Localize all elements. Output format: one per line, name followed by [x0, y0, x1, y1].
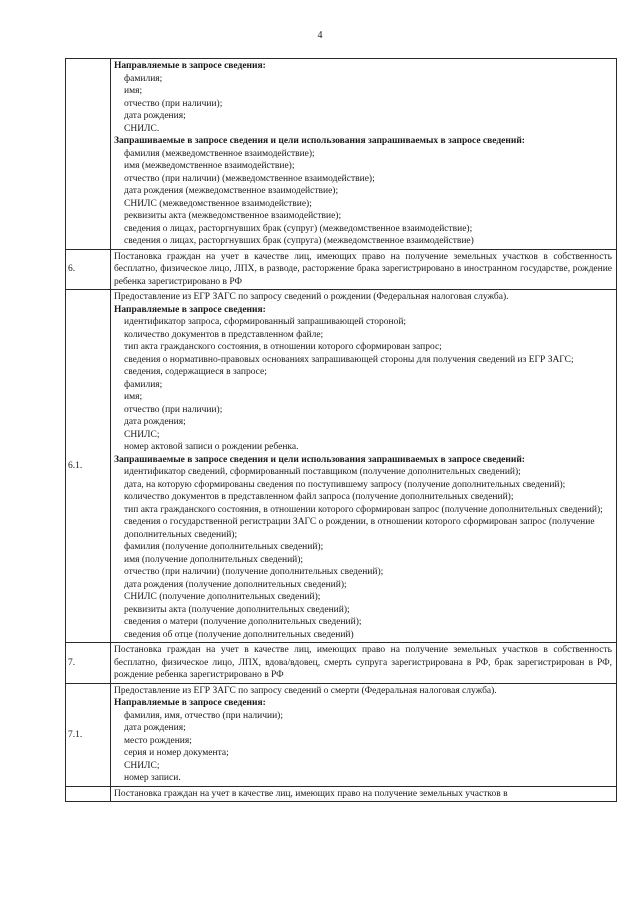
section-heading: Запрашиваемые в запросе сведения и цели использования запрашиваемых в запросе сведений:: [114, 454, 525, 465]
content-line: номер записи.: [124, 773, 181, 783]
content-line: идентификатор сведений, сформированный поставщиком (получение дополнительных сведений);: [124, 467, 521, 477]
content-line: количество документов в представленном файле;: [124, 329, 324, 340]
row-number: [66, 786, 111, 802]
content-line: Постановка граждан на учет в качестве лиц, имеющих право на получение земельных участков в: [114, 788, 508, 799]
table-row: [66, 683, 617, 786]
page-number: 4: [317, 30, 323, 41]
content-line: фамилия, имя, отчество (при наличии);: [124, 710, 283, 721]
content-line: дата рождения;: [124, 111, 186, 121]
content-line: место рождения;: [124, 735, 192, 746]
content-line: тип акта гражданского состояния, в отношении которого сформирован запрос (получение дополнительных сведений);: [124, 504, 603, 515]
section-heading: Направляемые в запросе сведения:: [114, 304, 266, 315]
content-line: фамилия (получение дополнительных сведений);: [124, 542, 324, 552]
content-line: Предоставление из ЕГР ЗАГС по запросу сведений о смерти (Федеральная налоговая служба).: [114, 685, 497, 696]
content-line: фамилия (межведомственное взаимодействие);: [124, 148, 315, 159]
section-heading: Запрашиваемые в запросе сведения и цели использования запрашиваемых в запросе сведений:: [114, 136, 525, 146]
row-number: 7.1.: [66, 683, 111, 786]
content-line: реквизиты акта (получение дополнительных сведений);: [124, 604, 350, 615]
content-line: Постановка граждан на учет в качестве лиц, имеющих право на получение земельных участков в собственность бесплатно, физическое лицо, ЛПХ, в разводе, расторжение брака зарегистрировано в иностранном государстве, рождение ребенка зарегистрировано в РФ: [114, 251, 612, 287]
row-content: [111, 683, 617, 786]
row-number: [66, 59, 111, 250]
table-row: [66, 59, 617, 250]
content-line: дата рождения (межведомственное взаимодействие);: [124, 186, 339, 196]
content-line: фамилия;: [124, 73, 163, 84]
row-number: 6.: [66, 249, 111, 290]
content-line: имя (межведомственное взаимодействие);: [124, 161, 295, 171]
content-line: отчество (при наличии);: [124, 98, 223, 109]
content-line: серия и номер документа;: [124, 748, 229, 758]
content-line: СНИЛС (межведомственное взаимодействие);: [124, 198, 312, 209]
content-line: сведения о государственной регистрации ЗАГС о рождении, в отношении которого сформирован запрос (получение дополнительных сведений);: [124, 517, 595, 540]
content-line: сведения, содержащиеся в запросе;: [124, 367, 267, 377]
row-number: 6.1.: [66, 290, 111, 643]
row-content: [111, 290, 617, 643]
content-line: сведения о лицах, расторгнувших брак (супруга) (межведомственное взаимодействие): [124, 236, 474, 246]
content-line: Постановка граждан на учет в качестве лиц, имеющих право на получение земельных участков в собственность бесплатно, физическое лицо, ЛПХ, вдова/вдовец, смерть супруга зарегистрирована в РФ, брак зарегистрирован в РФ, рождение ребенка зарегистрировано в РФ: [114, 645, 612, 680]
content-line: отчество (при наличии) (межведомственное взаимодействие);: [124, 173, 375, 184]
content-line: тип акта гражданского состояния, в отношении которого сформирован запрос;: [124, 342, 442, 352]
section-heading: Направляемые в запросе сведения:: [114, 61, 266, 71]
content-line: дата рождения;: [124, 417, 186, 427]
row-content: [111, 59, 617, 250]
content-line: сведения о лицах, расторгнувших брак (супруг) (межведомственное взаимодействие);: [124, 223, 473, 234]
table-row: [66, 249, 617, 290]
content-line: имя;: [124, 392, 143, 402]
content-line: СНИЛС;: [124, 429, 160, 440]
section-heading: Направляемые в запросе сведения:: [114, 698, 266, 708]
content-line: дата рождения;: [124, 723, 186, 733]
content-line: СНИЛС.: [124, 123, 160, 134]
content-line: количество документов в представленном файл запроса (получение дополнительных сведений);: [124, 492, 514, 502]
content-line: идентификатор запроса, сформированный запрашивающей стороной;: [124, 317, 407, 327]
row-number: 7.: [66, 643, 111, 684]
content-line: имя;: [124, 86, 143, 96]
content-line: сведения об отце (получение дополнительных сведений): [124, 629, 354, 640]
row-content: [111, 643, 617, 684]
content-line: дата, на которую сформированы сведения по поступившему запросу (получение дополнительных сведений);: [124, 479, 566, 490]
row-content: [111, 249, 617, 290]
content-line: отчество (при наличии) (получение дополнительных сведений);: [124, 567, 384, 577]
table-row: [66, 786, 617, 802]
content-line: фамилия;: [124, 379, 163, 390]
services-table: [65, 58, 617, 802]
content-line: имя (получение дополнительных сведений);: [124, 554, 304, 565]
table-row: [66, 643, 617, 684]
table-row: [66, 290, 617, 643]
content-line: дата рождения (получение дополнительных сведений);: [124, 579, 347, 590]
content-line: Предоставление из ЕГР ЗАГС по запросу сведений о рождении (Федеральная налоговая служба).: [114, 292, 509, 302]
content-line: сведения о матери (получение дополнительных сведений);: [124, 617, 362, 627]
content-line: СНИЛС;: [124, 760, 160, 771]
row-content: [111, 786, 617, 802]
content-line: СНИЛС (получение дополнительных сведений);: [124, 592, 321, 602]
content-line: номер актовой записи о рождении ребенка.: [124, 442, 299, 452]
content-line: отчество (при наличии);: [124, 404, 223, 415]
content-line: реквизиты акта (межведомственное взаимодействие);: [124, 211, 342, 221]
content-line: сведения о нормативно-правовых основаниях запрашивающей стороны для получения сведений из ЕГР ЗАГС;: [124, 354, 574, 365]
